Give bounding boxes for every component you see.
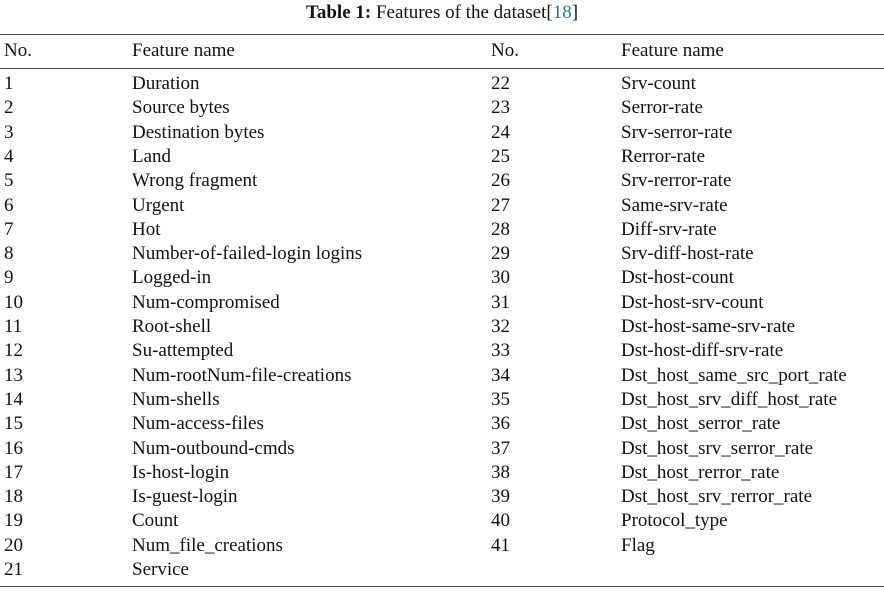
feature-number-cell: 14 bbox=[4, 388, 23, 410]
feature-number-cell: 32 bbox=[491, 316, 510, 337]
feature-number-cell: 3 bbox=[4, 121, 14, 143]
feature-name-cell: Wrong fragment bbox=[132, 170, 258, 192]
feature-name-cell: Num-compromised bbox=[132, 291, 280, 313]
table-row bbox=[0, 315, 884, 339]
table-row bbox=[0, 72, 884, 96]
feature-number-cell: 36 bbox=[491, 413, 510, 435]
feature-name-cell: Srv-count bbox=[621, 73, 696, 94]
table-row bbox=[0, 485, 884, 509]
feature-name-cell: Num-rootNum-file-creations bbox=[132, 364, 352, 386]
feature-number-cell: 5 bbox=[4, 170, 14, 192]
feature-number-cell: 31 bbox=[491, 291, 510, 313]
feature-name-cell: Logged-in bbox=[132, 267, 212, 289]
feature-name-cell: Dst-host-count bbox=[621, 267, 734, 289]
feature-name-cell: Rerror-rate bbox=[621, 145, 706, 167]
feature-number-cell: 18 bbox=[4, 486, 23, 508]
table-top-rule bbox=[0, 34, 884, 35]
table-bottom-rule bbox=[0, 586, 884, 587]
feature-number-cell: 35 bbox=[491, 388, 510, 410]
table-row bbox=[0, 461, 884, 485]
feature-number-cell: 10 bbox=[4, 291, 23, 313]
table-row bbox=[0, 291, 884, 315]
feature-name-cell: Diff-srv-rate bbox=[621, 218, 717, 240]
feature-number-cell: 33 bbox=[491, 340, 510, 362]
feature-name-cell: Serror-rate bbox=[621, 97, 703, 119]
feature-number-cell: 22 bbox=[491, 73, 510, 94]
feature-number-cell: 26 bbox=[491, 170, 510, 192]
feature-name-cell: Service bbox=[132, 559, 189, 580]
table-row bbox=[0, 534, 884, 558]
feature-number-cell: 12 bbox=[4, 340, 23, 362]
feature-name-cell: Root-shell bbox=[132, 316, 212, 337]
feature-name-cell: Dst_host_srv_serror_rate bbox=[621, 437, 814, 459]
feature-number-cell: 6 bbox=[4, 194, 14, 216]
feature-name-cell: Is-guest-login bbox=[132, 486, 238, 508]
feature-name-cell: Hot bbox=[132, 218, 161, 240]
feature-number-cell: 19 bbox=[4, 510, 23, 532]
feature-number-cell: 8 bbox=[4, 243, 14, 265]
feature-number-cell: 38 bbox=[491, 461, 510, 483]
header-no-right: No. bbox=[491, 40, 519, 61]
feature-number-cell: 1 bbox=[4, 73, 14, 94]
feature-name-cell: Srv-serror-rate bbox=[621, 121, 733, 143]
feature-number-cell: 4 bbox=[4, 145, 14, 167]
feature-number-cell: 41 bbox=[491, 534, 510, 556]
feature-name-cell: Dst-host-diff-srv-rate bbox=[621, 340, 784, 362]
feature-name-cell: Num-shells bbox=[132, 388, 220, 410]
table-row bbox=[0, 218, 884, 242]
feature-name-cell: Duration bbox=[132, 73, 200, 94]
feature-name-cell: Num_file_creations bbox=[132, 534, 283, 556]
feature-name-cell: Dst_host_rerror_rate bbox=[621, 461, 780, 483]
feature-name-cell: Dst_host_srv_diff_host_rate bbox=[621, 388, 838, 410]
feature-number-cell: 15 bbox=[4, 413, 23, 435]
feature-name-cell: Dst-host-srv-count bbox=[621, 291, 764, 313]
table-row bbox=[0, 121, 884, 145]
feature-name-cell: Protocol_type bbox=[621, 510, 728, 532]
feature-number-cell: 39 bbox=[491, 486, 510, 508]
feature-number-cell: 21 bbox=[4, 559, 23, 580]
feature-name-cell: Flag bbox=[621, 534, 655, 556]
feature-number-cell: 27 bbox=[491, 194, 510, 216]
feature-number-cell: 25 bbox=[491, 145, 510, 167]
table-row bbox=[0, 266, 884, 290]
feature-name-cell: Same-srv-rate bbox=[621, 194, 728, 216]
table-row bbox=[0, 339, 884, 363]
table-row bbox=[0, 96, 884, 120]
caption-cite-open: [ bbox=[546, 2, 553, 23]
table-row bbox=[0, 169, 884, 193]
header-no-left: No. bbox=[4, 40, 32, 61]
citation-link[interactable]: 18 bbox=[552, 2, 572, 23]
table-row bbox=[0, 364, 884, 388]
table-row bbox=[0, 558, 884, 582]
caption-text: Features of the dataset bbox=[375, 2, 547, 23]
caption-cite-close: ] bbox=[571, 2, 579, 23]
feature-number-cell: 30 bbox=[491, 267, 510, 289]
feature-name-cell: Source bytes bbox=[132, 97, 230, 119]
feature-number-cell: 7 bbox=[4, 218, 14, 240]
feature-number-cell: 23 bbox=[491, 97, 510, 119]
feature-name-cell: Urgent bbox=[132, 194, 185, 216]
feature-number-cell: 24 bbox=[491, 121, 510, 143]
feature-name-cell: Land bbox=[132, 145, 172, 167]
feature-name-cell: Is-host-login bbox=[132, 461, 230, 483]
table-row bbox=[0, 145, 884, 169]
feature-name-cell: Num-outbound-cmds bbox=[132, 437, 295, 459]
table-row bbox=[0, 242, 884, 266]
caption-label: Table 1: bbox=[305, 2, 372, 23]
table-row bbox=[0, 388, 884, 412]
feature-number-cell: 11 bbox=[4, 316, 23, 337]
feature-number-cell: 34 bbox=[491, 364, 510, 386]
feature-number-cell: 9 bbox=[4, 267, 14, 289]
feature-number-cell: 16 bbox=[4, 437, 23, 459]
feature-number-cell: 2 bbox=[4, 97, 14, 119]
table-row bbox=[0, 437, 884, 461]
feature-name-cell: Dst_host_same_src_port_rate bbox=[621, 364, 847, 386]
feature-name-cell: Dst_host_serror_rate bbox=[621, 413, 781, 435]
table-header-rule bbox=[0, 68, 884, 69]
feature-number-cell: 20 bbox=[4, 534, 23, 556]
feature-number-cell: 40 bbox=[491, 510, 510, 532]
feature-number-cell: 37 bbox=[491, 437, 510, 459]
feature-number-cell: 29 bbox=[491, 243, 510, 265]
feature-name-cell: Num-access-files bbox=[132, 413, 264, 435]
feature-number-cell: 13 bbox=[4, 364, 23, 386]
table-row bbox=[0, 194, 884, 218]
feature-name-cell: Dst_host_srv_rerror_rate bbox=[621, 486, 813, 508]
table-caption bbox=[0, 1, 884, 25]
feature-number-cell: 17 bbox=[4, 461, 23, 483]
header-feature-name-left: Feature name bbox=[132, 40, 235, 61]
feature-name-cell: Destination bytes bbox=[132, 121, 265, 143]
header-feature-name-right: Feature name bbox=[621, 40, 724, 61]
feature-name-cell: Srv-diff-host-rate bbox=[621, 243, 754, 265]
feature-number-cell: 28 bbox=[491, 218, 510, 240]
feature-name-cell: Number-of-failed-login logins bbox=[132, 243, 363, 265]
table-row bbox=[0, 412, 884, 436]
feature-name-cell: Count bbox=[132, 510, 179, 532]
feature-name-cell: Srv-rerror-rate bbox=[621, 170, 732, 192]
feature-name-cell: Su-attempted bbox=[132, 340, 234, 362]
table-row bbox=[0, 509, 884, 533]
feature-name-cell: Dst-host-same-srv-rate bbox=[621, 316, 796, 337]
